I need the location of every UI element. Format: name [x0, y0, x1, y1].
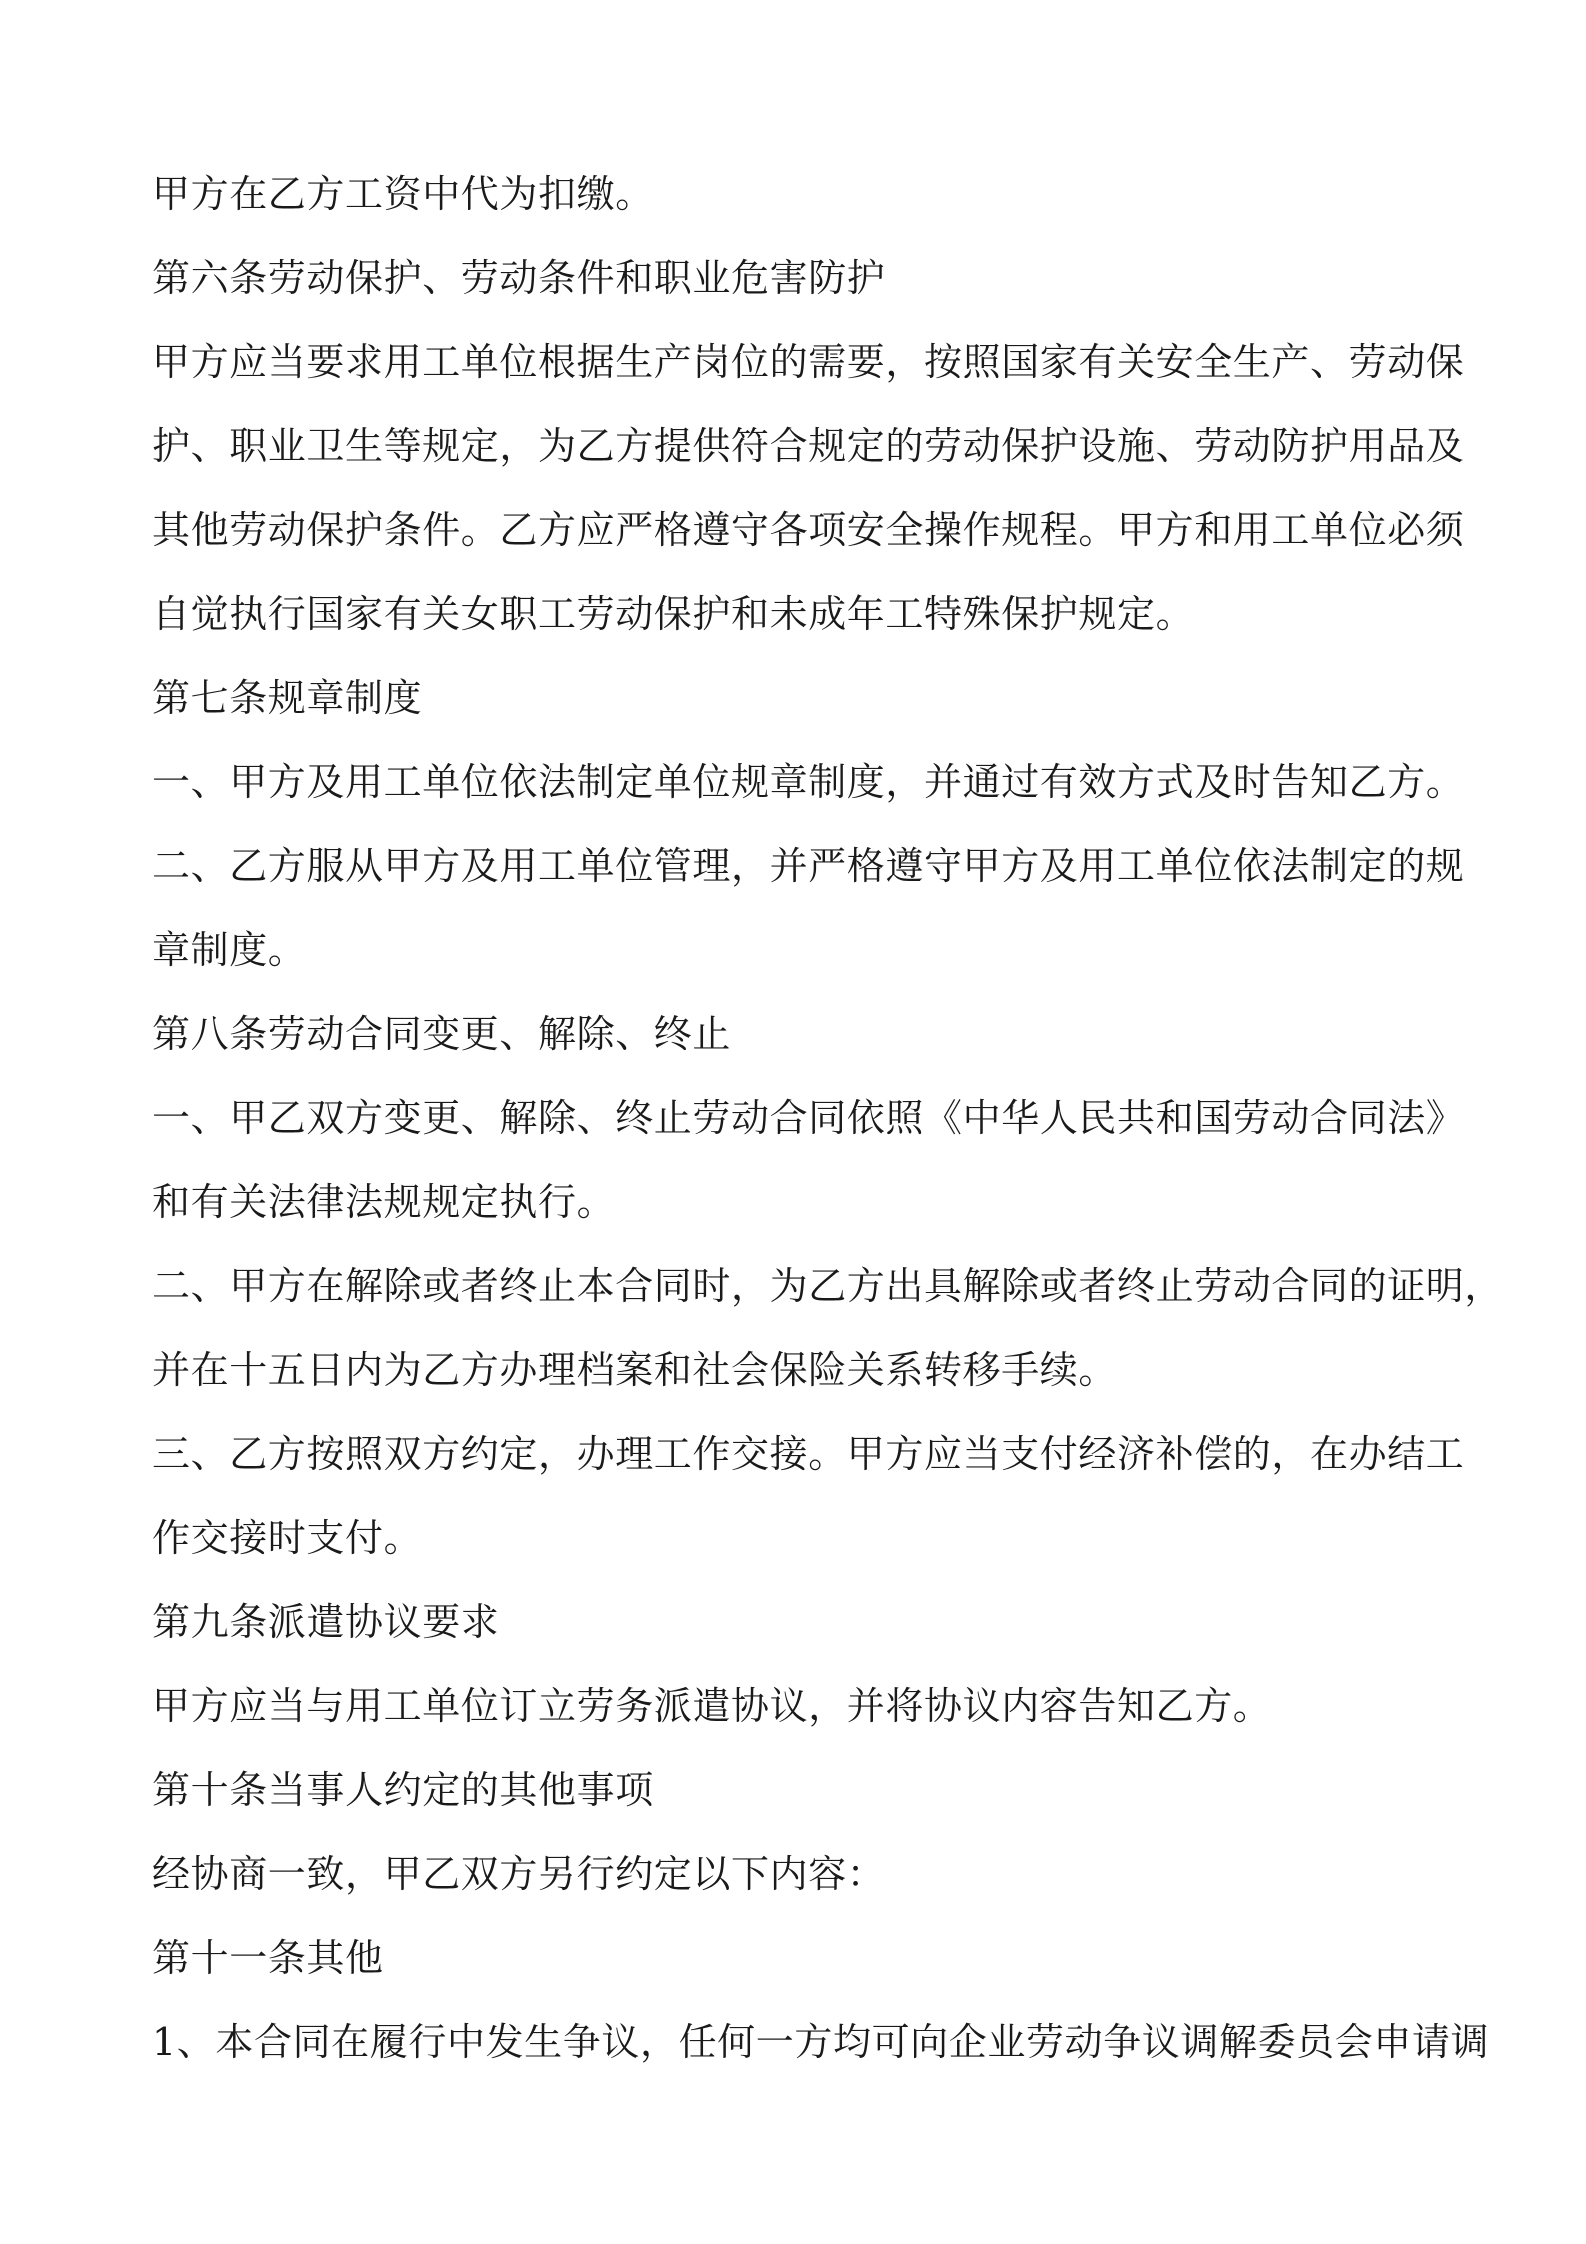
text-line: 其他劳动保护条件。乙方应严格遵守各项安全操作规程。甲方和用工单位必须: [152, 508, 1465, 552]
heading-article-6: 第六条劳动保护、劳动条件和职业危害防护: [152, 256, 886, 300]
heading-article-7: 第七条规章制度: [152, 676, 423, 720]
text-line: 三、乙方按照双方约定，办理工作交接。甲方应当支付经济补偿的，在办结工: [152, 1432, 1465, 1476]
text-line: 1、本合同在履行中发生争议，任何一方均可向企业劳动争议调解委员会申请调: [152, 2020, 1490, 2064]
text-line: 二、甲方在解除或者终止本合同时，为乙方出具解除或者终止劳动合同的证明，: [152, 1264, 1504, 1308]
heading-article-10: 第十条当事人约定的其他事项: [152, 1768, 654, 1812]
heading-article-11: 第十一条其他: [152, 1936, 384, 1980]
text-line: 护、职业卫生等规定，为乙方提供符合规定的劳动保护设施、劳动防护用品及: [152, 424, 1465, 468]
text-line: 并在十五日内为乙方办理档案和社会保险关系转移手续。: [152, 1348, 1118, 1392]
heading-article-9: 第九条派遣协议要求: [152, 1600, 500, 1644]
text-line: 甲方应当要求用工单位根据生产岗位的需要，按照国家有关安全生产、劳动保: [152, 340, 1465, 384]
text-line: 章制度。: [152, 928, 307, 972]
heading-article-8: 第八条劳动合同变更、解除、终止: [152, 1012, 732, 1056]
text-line: 一、甲方及用工单位依法制定单位规章制度，并通过有效方式及时告知乙方。: [152, 760, 1465, 804]
text-line: 自觉执行国家有关女职工劳动保护和未成年工特殊保护规定。: [152, 592, 1195, 636]
text-line: 作交接时支付。: [152, 1516, 423, 1560]
text-line-payroll-deduction: 甲方在乙方工资中代为扣缴。: [152, 172, 654, 216]
text-line: 和有关法律法规规定执行。: [152, 1180, 616, 1224]
document-body: [152, 152, 1504, 2084]
text-line: 甲方应当与用工单位订立劳务派遣协议，并将协议内容告知乙方。: [152, 1684, 1272, 1728]
text-line: 二、乙方服从甲方及用工单位管理，并严格遵守甲方及用工单位依法制定的规: [152, 844, 1465, 888]
text-line: 经协商一致，甲乙双方另行约定以下内容：: [152, 1852, 886, 1896]
text-line: 一、甲乙双方变更、解除、终止劳动合同依照《中华人民共和国劳动合同法》: [152, 1096, 1465, 1140]
